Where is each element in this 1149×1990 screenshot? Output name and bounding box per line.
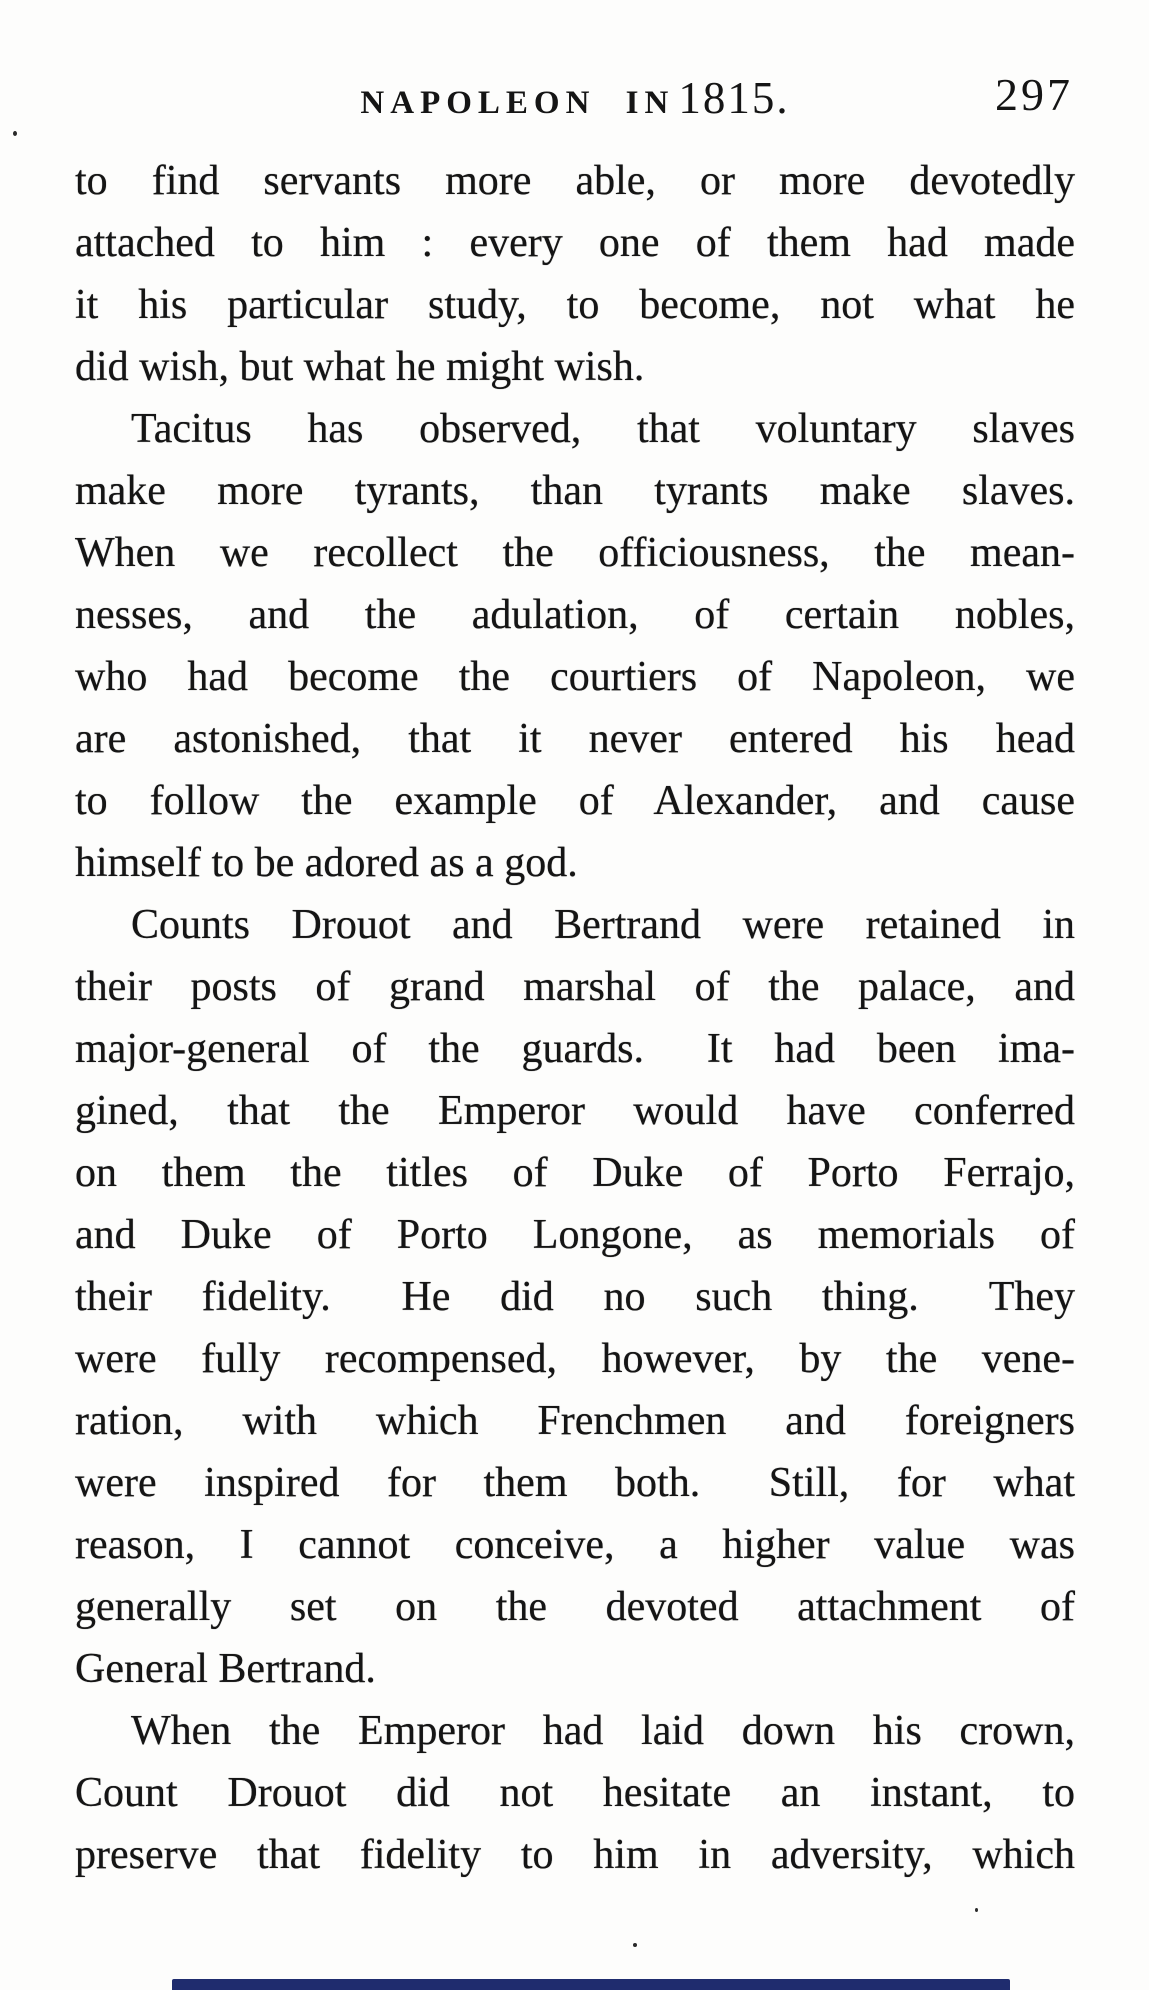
text-line: major-general of the guards. It had been ima- [75,1026,1075,1072]
bottom-bar [172,1979,1010,1990]
text-line: their posts of grand marshal of the palace, and [75,964,1075,1010]
text-line: Count Drouot did not hesitate an instant, to [75,1770,1075,1816]
running-title-year: 1815. [678,73,790,123]
text-line: make more tyrants, than tyrants make slaves. [75,468,1075,514]
text-line: attached to him : every one of them had made [75,220,1075,266]
text-line: it his particular study, to become, not what he [75,282,1075,328]
ink-speck [13,131,17,136]
text-line: and Duke of Porto Longone, as memorials of [75,1212,1075,1258]
text-line: nesses, and the adulation, of certain nobles, [75,592,1075,638]
text-line: General Bertrand. [75,1646,376,1692]
ink-speck [975,1908,978,1912]
text-line: himself to be adored as a god. [75,840,578,886]
running-title-text: NAPOLEON IN [360,85,675,121]
text-line: are astonished, that it never entered his head [75,716,1075,762]
text-line: generally set on the devoted attachment of [75,1584,1075,1630]
paragraph [75,894,1075,1700]
text-line: did wish, but what he might wish. [75,344,645,390]
text-line: gined, that the Emperor would have conferred [75,1088,1075,1134]
text-line: reason, I cannot conceive, a higher value was [75,1522,1075,1568]
text-line: were inspired for them both. Still, for what [75,1460,1075,1506]
text-line: their fidelity. He did no such thing. They [75,1274,1075,1320]
text-line: When we recollect the officiousness, the mean- [75,530,1075,576]
text-line: who had become the courtiers of Napoleon, we [75,654,1075,700]
text-line: When the Emperor had laid down his crown, [131,1708,1075,1754]
ink-speck [633,1943,637,1947]
text-line: preserve that fidelity to him in adversity, which [75,1832,1075,1878]
text-line: on them the titles of Duke of Porto Ferrajo, [75,1150,1075,1196]
text-line: Tacitus has observed, that voluntary slaves [131,406,1075,452]
text-block [75,150,1075,1886]
paragraph [75,1700,1075,1886]
paragraph [75,150,1075,398]
running-head [75,69,1075,124]
text-line: to find servants more able, or more devotedly [75,158,1075,204]
text-line: Counts Drouot and Bertrand were retained in [131,902,1075,948]
paragraph [75,398,1075,894]
text-line: ration, with which Frenchmen and foreigners [75,1398,1075,1444]
running-title [75,72,1075,124]
text-line: were fully recompensed, however, by the vene- [75,1336,1075,1382]
text-line: to follow the example of Alexander, and cause [75,778,1075,824]
page-number: 297 [995,69,1073,120]
